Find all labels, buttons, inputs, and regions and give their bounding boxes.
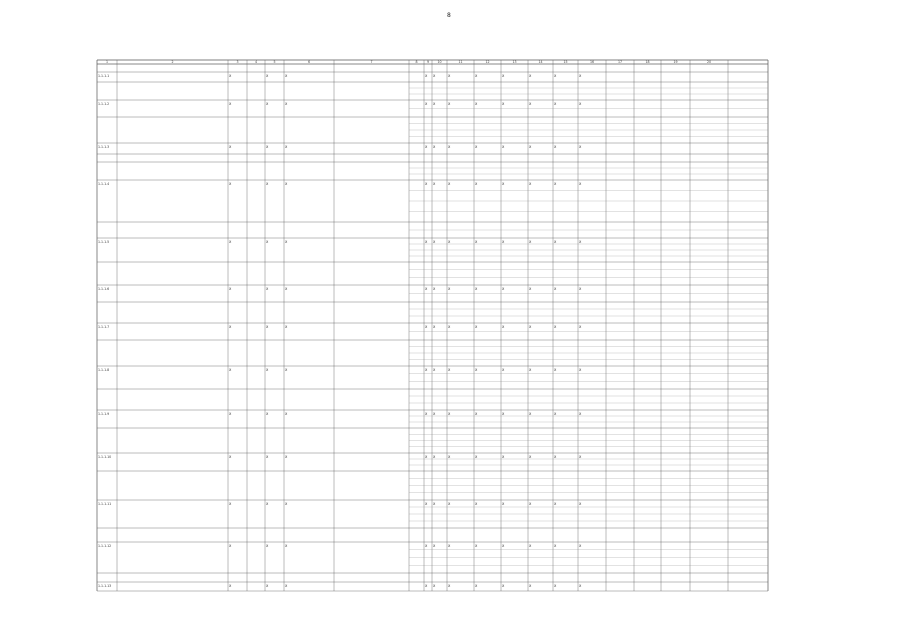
- column-number: 8: [415, 60, 418, 64]
- page-number: 8: [447, 12, 451, 19]
- placeholder-cell: X: [529, 74, 532, 78]
- placeholder-cell: X: [579, 145, 582, 149]
- column-number: 12: [485, 60, 490, 64]
- row-code: 1.1.1.11: [98, 502, 112, 506]
- placeholder-cell: X: [502, 287, 505, 291]
- placeholder-cell: X: [475, 412, 478, 416]
- column-number: 6: [307, 60, 311, 64]
- placeholder-cell: X: [433, 74, 436, 78]
- placeholder-cell: X: [448, 544, 451, 548]
- placeholder-cell: X: [579, 412, 582, 416]
- placeholder-cell: X: [425, 74, 428, 78]
- placeholder-cell: X: [554, 325, 557, 329]
- placeholder-cell: X: [579, 287, 582, 291]
- placeholder-cell: X: [529, 584, 532, 588]
- placeholder-cell: X: [529, 368, 532, 372]
- row-code: 1.1.1.5: [98, 240, 110, 244]
- placeholder-cell: X: [502, 74, 505, 78]
- placeholder-cell: X: [579, 584, 582, 588]
- placeholder-cell: X: [475, 145, 478, 149]
- placeholder-cell: X: [529, 544, 532, 548]
- placeholder-cell: X: [579, 325, 582, 329]
- placeholder-cell: X: [425, 412, 428, 416]
- placeholder-cell: X: [285, 584, 288, 588]
- placeholder-cell: X: [285, 182, 288, 186]
- placeholder-cell: X: [229, 325, 232, 329]
- placeholder-cell: X: [266, 102, 269, 106]
- placeholder-cell: X: [229, 455, 232, 459]
- placeholder-cell: X: [579, 455, 582, 459]
- placeholder-cell: X: [554, 145, 557, 149]
- placeholder-cell: X: [502, 240, 505, 244]
- placeholder-cell: X: [448, 74, 451, 78]
- placeholder-cell: X: [529, 240, 532, 244]
- placeholder-cell: X: [229, 502, 232, 506]
- placeholder-cell: X: [529, 145, 532, 149]
- placeholder-cell: X: [448, 287, 451, 291]
- placeholder-cell: X: [502, 455, 505, 459]
- placeholder-cell: X: [475, 74, 478, 78]
- placeholder-cell: X: [554, 544, 557, 548]
- placeholder-cell: X: [529, 412, 532, 416]
- placeholder-cell: X: [554, 502, 557, 506]
- column-number: 17: [617, 60, 623, 64]
- placeholder-cell: X: [266, 74, 269, 78]
- placeholder-cell: X: [425, 145, 428, 149]
- column-number: 10: [437, 60, 442, 64]
- row-code: 1.1.1.1: [98, 74, 110, 78]
- placeholder-cell: X: [229, 287, 232, 291]
- column-number: 4: [254, 60, 258, 64]
- placeholder-cell: X: [554, 455, 557, 459]
- placeholder-cell: X: [579, 74, 582, 78]
- row-code: 1.1.1.10: [98, 455, 112, 459]
- placeholder-cell: X: [229, 412, 232, 416]
- placeholder-cell: X: [285, 412, 288, 416]
- placeholder-cell: X: [285, 502, 288, 506]
- placeholder-cell: X: [285, 368, 288, 372]
- placeholder-cell: X: [285, 455, 288, 459]
- placeholder-cell: X: [433, 584, 436, 588]
- row-code: 1.1.1.6: [98, 287, 110, 291]
- row-code: 1.1.1.12: [98, 544, 112, 548]
- placeholder-cell: X: [448, 502, 451, 506]
- placeholder-cell: X: [266, 145, 269, 149]
- placeholder-cell: X: [433, 182, 436, 186]
- column-number: 16: [589, 60, 595, 64]
- placeholder-cell: X: [529, 102, 532, 106]
- placeholder-cell: X: [448, 325, 451, 329]
- column-number: 3: [236, 60, 239, 64]
- placeholder-cell: X: [425, 544, 428, 548]
- placeholder-cell: X: [425, 182, 428, 186]
- placeholder-cell: X: [229, 368, 232, 372]
- placeholder-cell: X: [229, 74, 232, 78]
- placeholder-cell: X: [425, 325, 428, 329]
- placeholder-cell: X: [475, 287, 478, 291]
- row-code: 1.1.1.9: [98, 412, 110, 416]
- placeholder-cell: X: [229, 145, 232, 149]
- placeholder-cell: X: [529, 502, 532, 506]
- placeholder-cell: X: [448, 102, 451, 106]
- placeholder-cell: X: [502, 502, 505, 506]
- placeholder-cell: X: [554, 102, 557, 106]
- placeholder-cell: X: [502, 544, 505, 548]
- row-code: 1.1.1.13: [98, 584, 112, 588]
- placeholder-cell: X: [502, 584, 505, 588]
- placeholder-cell: X: [475, 455, 478, 459]
- placeholder-cell: X: [448, 412, 451, 416]
- placeholder-cell: X: [433, 455, 436, 459]
- placeholder-cell: X: [475, 544, 478, 548]
- placeholder-cell: X: [448, 240, 451, 244]
- placeholder-cell: X: [425, 240, 428, 244]
- placeholder-cell: X: [475, 182, 478, 186]
- placeholder-cell: X: [285, 544, 288, 548]
- placeholder-cell: X: [425, 287, 428, 291]
- placeholder-cell: X: [285, 325, 288, 329]
- column-number: 2: [171, 60, 174, 64]
- row-code: 1.1.1.7: [98, 325, 110, 329]
- placeholder-cell: X: [285, 102, 288, 106]
- column-number: 19: [673, 60, 678, 64]
- row-code: 1.1.1.2: [98, 102, 110, 106]
- placeholder-cell: X: [554, 74, 557, 78]
- placeholder-cell: X: [475, 240, 478, 244]
- placeholder-cell: X: [554, 368, 557, 372]
- row-code: 1.1.1.4: [98, 182, 110, 186]
- placeholder-cell: X: [433, 325, 436, 329]
- column-number: 11: [458, 60, 463, 64]
- placeholder-cell: X: [475, 102, 478, 106]
- placeholder-cell: X: [448, 145, 451, 149]
- column-number: 9: [426, 60, 430, 64]
- placeholder-cell: X: [448, 584, 451, 588]
- placeholder-cell: X: [579, 240, 582, 244]
- row-code: 1.1.1.3: [98, 145, 110, 149]
- placeholder-cell: X: [266, 325, 269, 329]
- placeholder-cell: X: [433, 412, 436, 416]
- placeholder-cell: X: [475, 584, 478, 588]
- placeholder-cell: X: [425, 368, 428, 372]
- placeholder-cell: X: [229, 182, 232, 186]
- placeholder-cell: X: [266, 287, 269, 291]
- placeholder-cell: X: [425, 584, 428, 588]
- placeholder-cell: X: [433, 287, 436, 291]
- placeholder-cell: X: [502, 325, 505, 329]
- placeholder-cell: X: [529, 182, 532, 186]
- placeholder-cell: X: [579, 368, 582, 372]
- placeholder-cell: X: [285, 74, 288, 78]
- placeholder-cell: X: [448, 368, 451, 372]
- column-number: 14: [538, 60, 543, 64]
- placeholder-cell: X: [554, 584, 557, 588]
- placeholder-cell: X: [266, 182, 269, 186]
- placeholder-cell: X: [285, 240, 288, 244]
- placeholder-cell: X: [266, 544, 269, 548]
- placeholder-cell: X: [554, 182, 557, 186]
- placeholder-cell: X: [425, 455, 428, 459]
- placeholder-cell: X: [502, 182, 505, 186]
- placeholder-cell: X: [266, 412, 269, 416]
- placeholder-cell: X: [425, 102, 428, 106]
- placeholder-cell: X: [579, 544, 582, 548]
- placeholder-cell: X: [433, 240, 436, 244]
- placeholder-cell: X: [229, 240, 232, 244]
- placeholder-cell: X: [579, 102, 582, 106]
- placeholder-cell: X: [229, 584, 232, 588]
- placeholder-cell: X: [554, 412, 557, 416]
- placeholder-cell: X: [502, 145, 505, 149]
- placeholder-cell: X: [554, 287, 557, 291]
- column-number: 20: [706, 60, 712, 64]
- placeholder-cell: X: [266, 240, 269, 244]
- placeholder-cell: X: [475, 325, 478, 329]
- placeholder-cell: X: [229, 102, 232, 106]
- column-number: 7: [370, 60, 373, 64]
- placeholder-cell: X: [285, 287, 288, 291]
- column-number: 1: [105, 60, 109, 64]
- placeholder-cell: X: [433, 544, 436, 548]
- placeholder-cell: X: [266, 584, 269, 588]
- placeholder-cell: X: [433, 368, 436, 372]
- placeholder-cell: X: [433, 102, 436, 106]
- placeholder-cell: X: [433, 502, 436, 506]
- placeholder-cell: X: [448, 182, 451, 186]
- placeholder-cell: X: [529, 325, 532, 329]
- column-number: 13: [512, 60, 517, 64]
- placeholder-cell: X: [475, 502, 478, 506]
- placeholder-cell: X: [475, 368, 478, 372]
- placeholder-cell: X: [579, 182, 582, 186]
- placeholder-cell: X: [266, 455, 269, 459]
- placeholder-cell: X: [529, 455, 532, 459]
- row-code: 1.1.1.8: [98, 368, 110, 372]
- placeholder-cell: X: [433, 145, 436, 149]
- column-number: 18: [645, 60, 650, 64]
- placeholder-cell: X: [448, 455, 451, 459]
- placeholder-cell: X: [266, 502, 269, 506]
- placeholder-cell: X: [229, 544, 232, 548]
- placeholder-cell: X: [529, 287, 532, 291]
- placeholder-cell: X: [502, 368, 505, 372]
- placeholder-cell: X: [425, 502, 428, 506]
- column-number: 5: [273, 60, 276, 64]
- placeholder-cell: X: [285, 145, 288, 149]
- column-number: 15: [563, 60, 568, 64]
- placeholder-cell: X: [554, 240, 557, 244]
- placeholder-cell: X: [502, 412, 505, 416]
- placeholder-cell: X: [579, 502, 582, 506]
- placeholder-cell: X: [502, 102, 505, 106]
- placeholder-cell: X: [266, 368, 269, 372]
